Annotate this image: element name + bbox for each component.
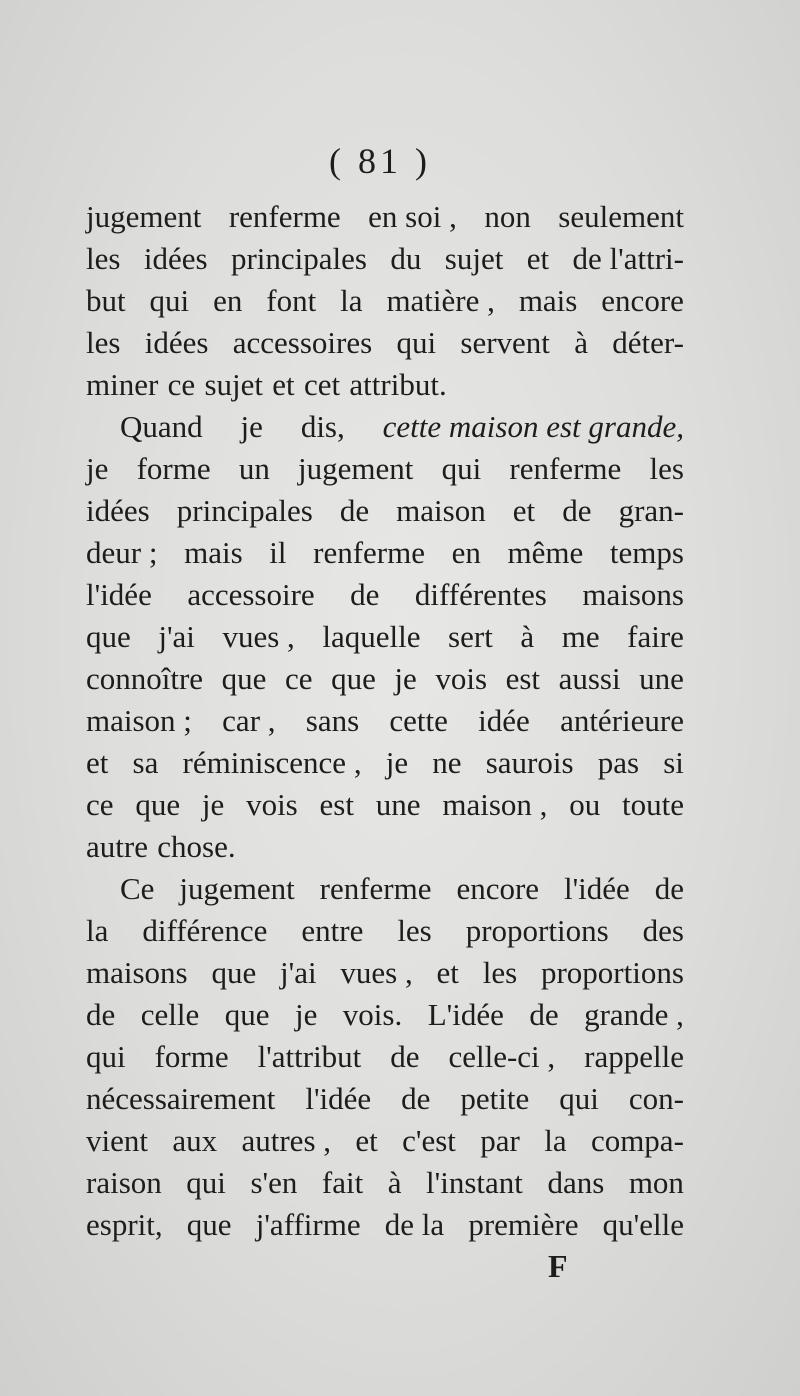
text-line xyxy=(86,1078,684,1120)
word: sert xyxy=(448,619,493,654)
word: petite xyxy=(460,1081,530,1116)
word: maisons xyxy=(582,577,684,612)
word: saurois xyxy=(485,745,574,780)
word: je xyxy=(201,787,225,822)
word: gran- xyxy=(618,493,684,528)
word: la xyxy=(340,283,363,318)
word: réminiscence , xyxy=(182,745,362,780)
word: de xyxy=(339,493,370,528)
word: entre xyxy=(301,913,364,948)
word: je xyxy=(86,451,109,486)
text-line xyxy=(86,238,684,280)
word: les xyxy=(482,955,518,990)
word: et xyxy=(512,493,536,528)
text-line xyxy=(86,322,684,364)
word: jugement xyxy=(298,451,414,486)
word: que xyxy=(211,955,257,990)
text-line xyxy=(86,742,684,784)
word: font xyxy=(266,283,317,318)
word: s'en xyxy=(250,1165,298,1200)
word: car , xyxy=(222,703,276,738)
word: faire xyxy=(627,619,684,654)
word: mais xyxy=(184,535,243,570)
word: autre xyxy=(86,829,148,864)
text-line xyxy=(86,826,684,868)
word: je xyxy=(385,745,409,780)
word: l'idée xyxy=(563,871,630,906)
word: que xyxy=(86,619,131,654)
word: toute xyxy=(622,787,684,822)
word: rappelle xyxy=(584,1039,684,1074)
word: jugement xyxy=(179,871,295,906)
word: mon xyxy=(628,1165,684,1200)
word: idées xyxy=(86,493,150,528)
word: à xyxy=(387,1165,402,1200)
word: les xyxy=(86,325,121,360)
word: celle-ci , xyxy=(448,1039,556,1074)
word: l'idée xyxy=(86,577,152,612)
word: en soi , xyxy=(368,199,457,234)
word: maisons xyxy=(86,955,188,990)
word: encore xyxy=(601,283,684,318)
word: but xyxy=(86,283,126,318)
word: raison xyxy=(86,1165,162,1200)
word: vois xyxy=(246,787,298,822)
word: maison , xyxy=(442,787,548,822)
word: je xyxy=(394,661,417,696)
word: accessoire xyxy=(187,577,315,612)
text-line xyxy=(86,868,684,910)
word: que xyxy=(186,1207,232,1242)
word: les xyxy=(397,913,432,948)
word: con- xyxy=(628,1081,684,1116)
word: qui xyxy=(149,283,190,318)
word: que xyxy=(221,661,267,696)
word: la xyxy=(544,1123,567,1158)
word: de xyxy=(401,1081,431,1116)
word: première xyxy=(468,1207,579,1242)
word: encore xyxy=(456,871,540,906)
word: compa- xyxy=(590,1123,684,1158)
word: c'est xyxy=(402,1123,456,1158)
text-line xyxy=(86,910,684,952)
word: sujet xyxy=(204,367,263,402)
word: nécessairement xyxy=(86,1081,276,1116)
word: maison ; xyxy=(86,703,192,738)
word: non xyxy=(484,199,531,234)
word: vois. xyxy=(342,997,403,1032)
text-line xyxy=(86,574,684,616)
word: celle xyxy=(140,997,200,1032)
word: à xyxy=(520,619,535,654)
word: aussi xyxy=(558,661,621,696)
word: autres , xyxy=(241,1123,332,1158)
word: de xyxy=(562,493,592,528)
word: sa xyxy=(132,745,159,780)
signature-mark: F xyxy=(548,1248,568,1284)
word: sans xyxy=(305,703,360,738)
word: je xyxy=(294,997,318,1032)
word: antérieure xyxy=(560,703,684,738)
word: il xyxy=(269,535,287,570)
word: qui xyxy=(86,1039,126,1074)
word: accessoires xyxy=(232,325,373,360)
word: est xyxy=(319,787,354,822)
word: ce xyxy=(284,661,313,696)
word: qui xyxy=(559,1081,599,1116)
word: vois xyxy=(435,661,488,696)
word: la xyxy=(86,913,109,948)
word: de xyxy=(350,577,380,612)
word: de xyxy=(529,997,559,1032)
word: fait xyxy=(321,1165,364,1200)
text-line xyxy=(86,952,684,994)
word: proportions xyxy=(465,913,609,948)
word: que xyxy=(135,787,181,822)
word: j'ai xyxy=(280,955,317,990)
word: forme xyxy=(154,1039,229,1074)
word: chose. xyxy=(157,829,236,864)
word: à xyxy=(574,325,588,360)
word: renferme xyxy=(319,871,432,906)
text-line xyxy=(86,700,684,742)
word: de xyxy=(390,1039,420,1074)
word: même xyxy=(507,535,584,570)
word: je xyxy=(240,409,263,444)
text-line xyxy=(86,616,684,658)
word: de xyxy=(654,871,684,906)
body-text xyxy=(86,196,684,1246)
word: pas xyxy=(597,745,640,780)
word: et xyxy=(86,745,109,780)
word: renferme xyxy=(509,451,622,486)
word: ce xyxy=(167,367,196,402)
word: j'ai xyxy=(158,619,195,654)
italic-phrase: cette maison est grande, xyxy=(382,409,684,444)
word: l'instant xyxy=(426,1165,523,1200)
word: L'idée xyxy=(427,997,504,1032)
word: proportions xyxy=(540,955,684,990)
word: l'idée xyxy=(305,1081,372,1116)
word: deur ; xyxy=(86,535,158,570)
word: connoître xyxy=(86,661,204,696)
word: différentes xyxy=(414,577,547,612)
text-line xyxy=(86,1036,684,1078)
page-number: ( 81 ) xyxy=(329,141,431,181)
word: seulement xyxy=(558,199,684,234)
word: idée xyxy=(478,703,530,738)
word: que xyxy=(224,997,270,1032)
word: mais xyxy=(518,283,578,318)
word: par xyxy=(480,1123,520,1158)
word: servent xyxy=(460,325,550,360)
text-line xyxy=(86,406,684,448)
text-line xyxy=(86,448,684,490)
word: me xyxy=(561,619,600,654)
word: en xyxy=(213,283,243,318)
word: matière , xyxy=(386,283,495,318)
word: cette xyxy=(389,703,448,738)
word: dis, xyxy=(300,409,345,444)
word: maison xyxy=(396,493,486,528)
word: déter- xyxy=(612,325,684,360)
word: que xyxy=(331,661,376,696)
text-line xyxy=(86,1120,684,1162)
word: si xyxy=(663,745,684,780)
text-line xyxy=(86,490,684,532)
word: l'attribut xyxy=(257,1039,362,1074)
word: esprit, xyxy=(86,1207,163,1242)
text-line xyxy=(86,994,684,1036)
word: principales xyxy=(176,493,313,528)
word: de l'attri- xyxy=(572,241,684,276)
word: ou xyxy=(569,787,601,822)
word: les xyxy=(86,241,121,276)
word: et xyxy=(436,955,459,990)
word: et xyxy=(272,367,295,402)
word: une xyxy=(375,787,421,822)
word: vues , xyxy=(340,955,413,990)
text-line xyxy=(86,280,684,322)
word: j'affirme xyxy=(255,1207,361,1242)
word: jugement xyxy=(86,199,202,234)
word: et xyxy=(355,1123,378,1158)
word: les xyxy=(649,451,684,486)
word: temps xyxy=(609,535,684,570)
word: du xyxy=(390,241,422,276)
word: qui xyxy=(186,1165,226,1200)
word: de la xyxy=(384,1207,445,1242)
word: forme xyxy=(136,451,211,486)
word: ce xyxy=(86,787,114,822)
word: vues , xyxy=(222,619,295,654)
word: qui xyxy=(441,451,482,486)
word: laquelle xyxy=(322,619,421,654)
text-line xyxy=(86,1162,684,1204)
word: renferme xyxy=(313,535,425,570)
word: de xyxy=(86,997,116,1032)
word: Quand xyxy=(120,409,203,444)
word: dans xyxy=(547,1165,605,1200)
text-line xyxy=(86,1204,684,1246)
word: attribut. xyxy=(349,367,447,402)
word: qui xyxy=(396,325,437,360)
word: des xyxy=(642,913,684,948)
word: vient xyxy=(86,1123,148,1158)
word: miner xyxy=(86,367,159,402)
text-line xyxy=(86,784,684,826)
word: est xyxy=(505,661,541,696)
word: principales xyxy=(230,241,367,276)
word: sujet xyxy=(444,241,504,276)
word: grande , xyxy=(584,997,684,1032)
word: Ce xyxy=(120,871,155,906)
text-line xyxy=(86,364,684,406)
word: ne xyxy=(432,745,462,780)
word: un xyxy=(238,451,270,486)
word: en xyxy=(451,535,481,570)
word: renferme xyxy=(228,199,341,234)
word: cet xyxy=(303,367,341,402)
text-line xyxy=(86,532,684,574)
text-line xyxy=(86,196,684,238)
word: et xyxy=(526,241,550,276)
word: idées xyxy=(143,241,208,276)
word: une xyxy=(639,661,684,696)
word: idées xyxy=(144,325,209,360)
text-line xyxy=(86,658,684,700)
word: différence xyxy=(142,913,268,948)
word: aux xyxy=(172,1123,218,1158)
word: qu'elle xyxy=(602,1207,684,1242)
